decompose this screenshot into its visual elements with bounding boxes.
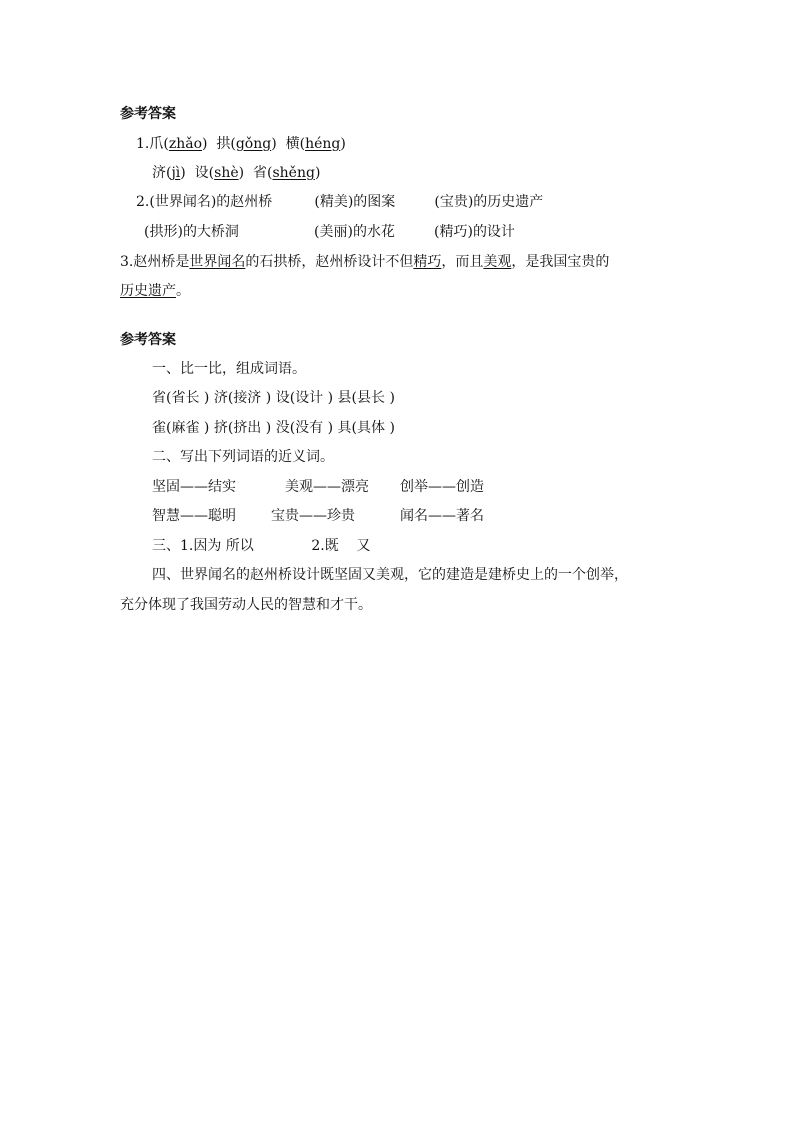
q2-row1: [136, 193, 543, 211]
q1-row1: [136, 135, 346, 153]
part2-title: 二、写出下列词语的近义词。: [152, 449, 334, 465]
answer-heading-2: 参考答案: [120, 332, 176, 348]
phrase-item: (世界闻名)的赵州桥: [149, 194, 273, 210]
answer-heading-1: 参考答案: [120, 106, 176, 122]
pinyin-item: 济(jì): [152, 165, 186, 181]
phrase-item: (拱形)的大桥洞: [144, 224, 239, 240]
q3-line1: 3.赵州桥是世界闻名的石拱桥，赵州桥设计不但精巧，而且美观，是我国宝贵的: [120, 254, 610, 270]
pinyin-item: 爪(zhǎo): [149, 136, 208, 152]
q2-row2: [144, 223, 515, 241]
synonym-item: 美观——漂亮: [285, 479, 369, 495]
conjunction-answer-1: 因为 所以: [193, 538, 254, 554]
pinyin-item: 省(shěng): [253, 165, 321, 181]
part4-line1: 四、世界闻名的赵州桥设计既坚固又美观，它的建造是建桥史上的一个创举，: [152, 567, 628, 583]
underlined-answer: 美观: [483, 254, 512, 270]
conjunction-answer-2: 既 又: [324, 538, 371, 554]
compare-item: 省(省长 ): [152, 390, 210, 406]
phrase-item: (宝贵)的历史遗产: [434, 194, 544, 210]
underlined-answer: 精巧: [413, 254, 442, 270]
synonym-item: 坚固——结实: [152, 479, 236, 495]
underlined-answer: 历史遗产: [120, 283, 176, 299]
synonym-item: 闻名——著名: [400, 508, 484, 524]
pinyin-item: 横(héng): [285, 136, 346, 152]
synonym-item: 创举——创造: [400, 479, 484, 495]
compare-item: 县(县长 ): [337, 390, 395, 406]
q1-row2: [152, 164, 320, 182]
phrase-item: (精巧)的设计: [434, 224, 515, 240]
compare-item: 挤(挤出 ): [213, 420, 272, 436]
compare-item: 雀(麻雀 ): [152, 420, 210, 436]
phrase-item: (精美)的图案: [314, 194, 396, 210]
compare-item: 济(接济 ): [213, 390, 272, 406]
part4-line2: 充分体现了我国劳动人民的智慧和才干。: [120, 597, 372, 613]
underlined-answer: 世界闻名: [189, 254, 246, 270]
compare-item: 具(具体 ): [337, 420, 395, 436]
q2-number: 2.: [136, 194, 150, 210]
phrase-item: (美丽)的水花: [314, 224, 395, 240]
compare-item: 设(设计 ): [275, 390, 334, 406]
q3-line2: 历史遗产。: [120, 283, 190, 299]
synonym-item: 宝贵——珍贵: [271, 508, 355, 524]
q1-number: 1.: [136, 136, 150, 152]
pinyin-item: 拱(gǒng): [216, 136, 277, 152]
compare-item: 没(没有 ): [275, 420, 334, 436]
part2-row1: [152, 478, 484, 496]
part2-row2: [152, 507, 484, 525]
part1-row2: [152, 419, 395, 437]
part1-row1: [152, 389, 395, 407]
part1-title: 一、比一比，组成词语。: [152, 361, 306, 377]
synonym-item: 智慧——聪明: [152, 508, 236, 524]
pinyin-item: 设(shè): [194, 165, 245, 181]
part3: 三、1.因为 所以 2.既 又: [152, 538, 371, 554]
